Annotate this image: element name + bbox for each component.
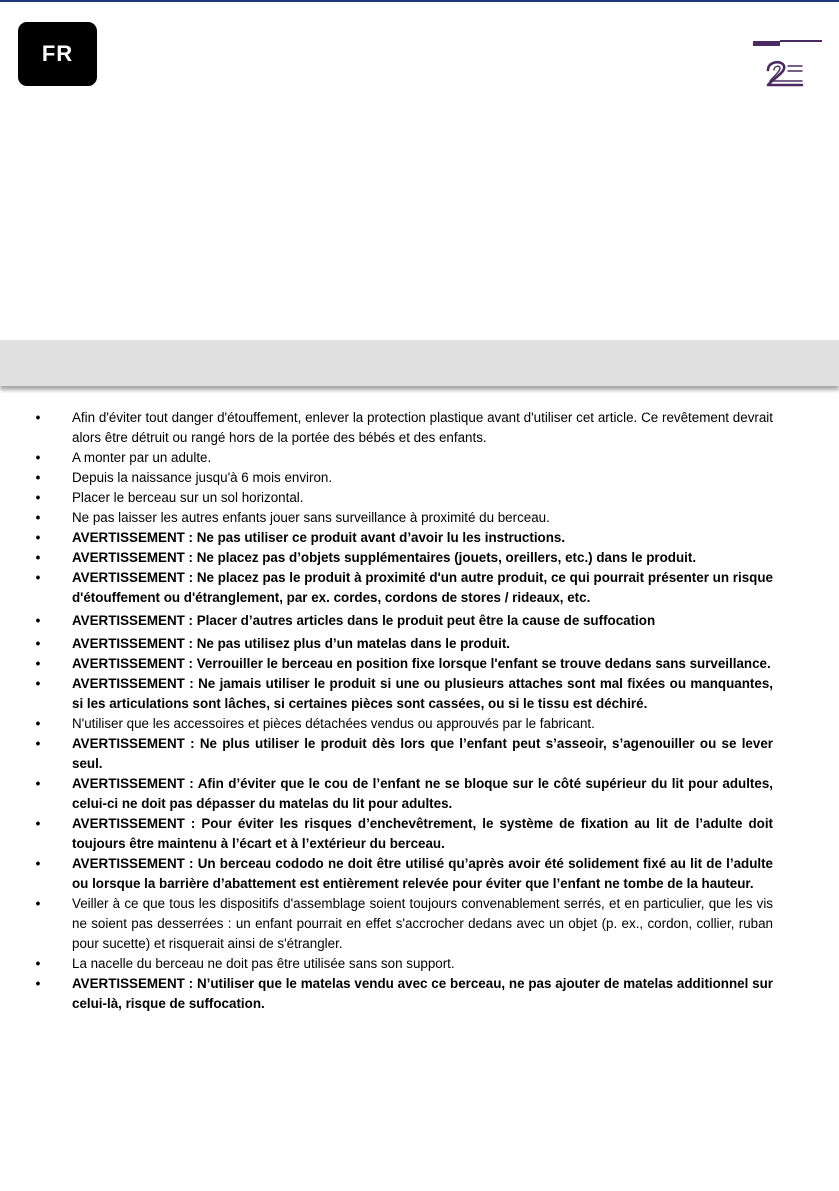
warning-item <box>0 611 839 631</box>
warning-text: AVERTISSEMENT : Ne plus utiliser le produit dès lors que l’enfant peut s’asseoir, s’agenouiller ou se lever seul. <box>72 736 773 771</box>
bullet-icon: • <box>35 976 41 991</box>
bullet-icon: • <box>35 550 41 565</box>
warning-item <box>0 468 839 488</box>
warning-item <box>0 548 839 568</box>
warning-item <box>0 568 839 608</box>
warning-text: AVERTISSEMENT : Afin d’éviter que le cou de l’enfant ne se bloque sur le côté supérieur du lit pour adultes, celui-ci ne doit pas dépasser du matelas du lit pour adultes. <box>72 776 773 811</box>
warning-text: AVERTISSEMENT : Ne jamais utiliser le produit si une ou plusieurs attaches sont mal fixées ou manquantes, si les articulations sont lâches, si certaines pièces sont cassées, ou si le tissu est déchiré. <box>72 676 773 711</box>
warning-text: Ne pas laisser les autres enfants jouer sans surveillance à proximité du berceau. <box>72 510 550 525</box>
warning-item <box>0 714 839 734</box>
bullet-icon: • <box>35 776 41 791</box>
warning-item <box>0 408 839 448</box>
warning-text: Depuis la naissance jusqu'à 6 mois environ. <box>72 470 333 485</box>
warning-item <box>0 894 839 954</box>
warning-text: AVERTISSEMENT : Ne pas utiliser ce produit avant d’avoir lu les instructions. <box>72 530 566 545</box>
bullet-icon: • <box>35 530 41 545</box>
bullet-icon: • <box>35 676 41 691</box>
bullet-icon: • <box>35 613 41 628</box>
warning-item <box>0 974 839 1014</box>
warning-text: AVERTISSEMENT : Un berceau cododo ne doit être utilisé qu’après avoir été solidement fixé au lit de l’adulte ou lorsque la barrière d’abattement est entièrement relevée pour éviter que l’enfant ne tombe de la hauteur. <box>72 856 773 891</box>
warning-text: AVERTISSEMENT : Placer d’autres articles dans le produit peut être la cause de suffocation <box>72 613 656 628</box>
bullet-icon: • <box>35 410 41 425</box>
warning-item <box>0 528 839 548</box>
bullet-icon: • <box>35 956 41 971</box>
warning-item <box>0 674 839 714</box>
section-header-band <box>0 340 839 386</box>
bullet-icon: • <box>35 716 41 731</box>
language-badge: FR <box>18 22 97 86</box>
warning-item <box>0 654 839 674</box>
warning-list <box>0 408 839 1014</box>
warning-item <box>0 488 839 508</box>
warning-item <box>0 508 839 528</box>
warning-item <box>0 954 839 974</box>
bullet-icon: • <box>35 856 41 871</box>
warning-text: N'utiliser que les accessoires et pièces détachées vendus ou approuvés par le fabricant. <box>72 716 595 731</box>
warning-text: AVERTISSEMENT : N’utiliser que le matelas vendu avec ce berceau, ne pas ajouter de matelas additionnel sur celui-là, risque de suffocation. <box>72 976 773 1011</box>
warning-item <box>0 854 839 894</box>
bullet-icon: • <box>35 736 41 751</box>
warning-text: La nacelle du berceau ne doit pas être utilisée sans son support. <box>72 956 455 971</box>
bullet-icon: • <box>35 656 41 671</box>
bullet-icon: • <box>35 510 41 525</box>
warning-item <box>0 814 839 854</box>
bullet-icon: • <box>35 570 41 585</box>
warning-text: Veiller à ce que tous les dispositifs d'assemblage soient toujours convenablement serrés, et en particulier, que les vis ne soient pas desserrées : un enfant pourrait en effet s'accrocher dedans avec un objet (p. ex., cordon, collier, ruban pour sucette) et risquerait ainsi de s'étrangler. <box>72 896 773 951</box>
warning-text: Afin d'éviter tout danger d'étouffement, enlever la protection plastique avant d'utiliser cet article. Ce revêtement devrait alors être détruit ou rangé hors de la portée des bébés et des enfants. <box>72 410 773 445</box>
warning-text: AVERTISSEMENT : Ne pas utilisez plus d’un matelas dans le produit. <box>72 636 510 651</box>
bullet-icon: • <box>35 816 41 831</box>
warning-text: AVERTISSEMENT : Ne placez pas d’objets supplémentaires (jouets, oreillers, etc.) dans le produit. <box>72 550 697 565</box>
warning-item <box>0 774 839 814</box>
warning-text: AVERTISSEMENT : Verrouiller le berceau en position fixe lorsque l'enfant se trouve dedans sans surveillance. <box>72 656 771 671</box>
bullet-icon: • <box>35 636 41 651</box>
brand-logo-icon <box>764 58 806 88</box>
warning-text: A monter par un adulte. <box>72 450 212 465</box>
top-rule <box>0 0 839 2</box>
warning-item <box>0 448 839 468</box>
warning-text: AVERTISSEMENT : Pour éviter les risques d’enchevêtrement, le système de fixation au lit de l’adulte doit toujours être maintenu à l’écart et à l’extérieur du berceau. <box>72 816 773 851</box>
brand-accent-bar <box>753 41 780 46</box>
warning-text: Placer le berceau sur un sol horizontal. <box>72 490 304 505</box>
brand-accent-line <box>780 40 822 42</box>
bullet-icon: • <box>35 450 41 465</box>
bullet-icon: • <box>35 470 41 485</box>
bullet-icon: • <box>35 896 41 911</box>
bullet-icon: • <box>35 490 41 505</box>
warning-item <box>0 734 839 774</box>
warning-item <box>0 634 839 654</box>
warning-text: AVERTISSEMENT : Ne placez pas le produit à proximité d'un autre produit, ce qui pourrait présenter un risque d'étouffement ou d'étranglement, par ex. cordes, cordons de stores / rideaux, etc. <box>72 570 773 605</box>
